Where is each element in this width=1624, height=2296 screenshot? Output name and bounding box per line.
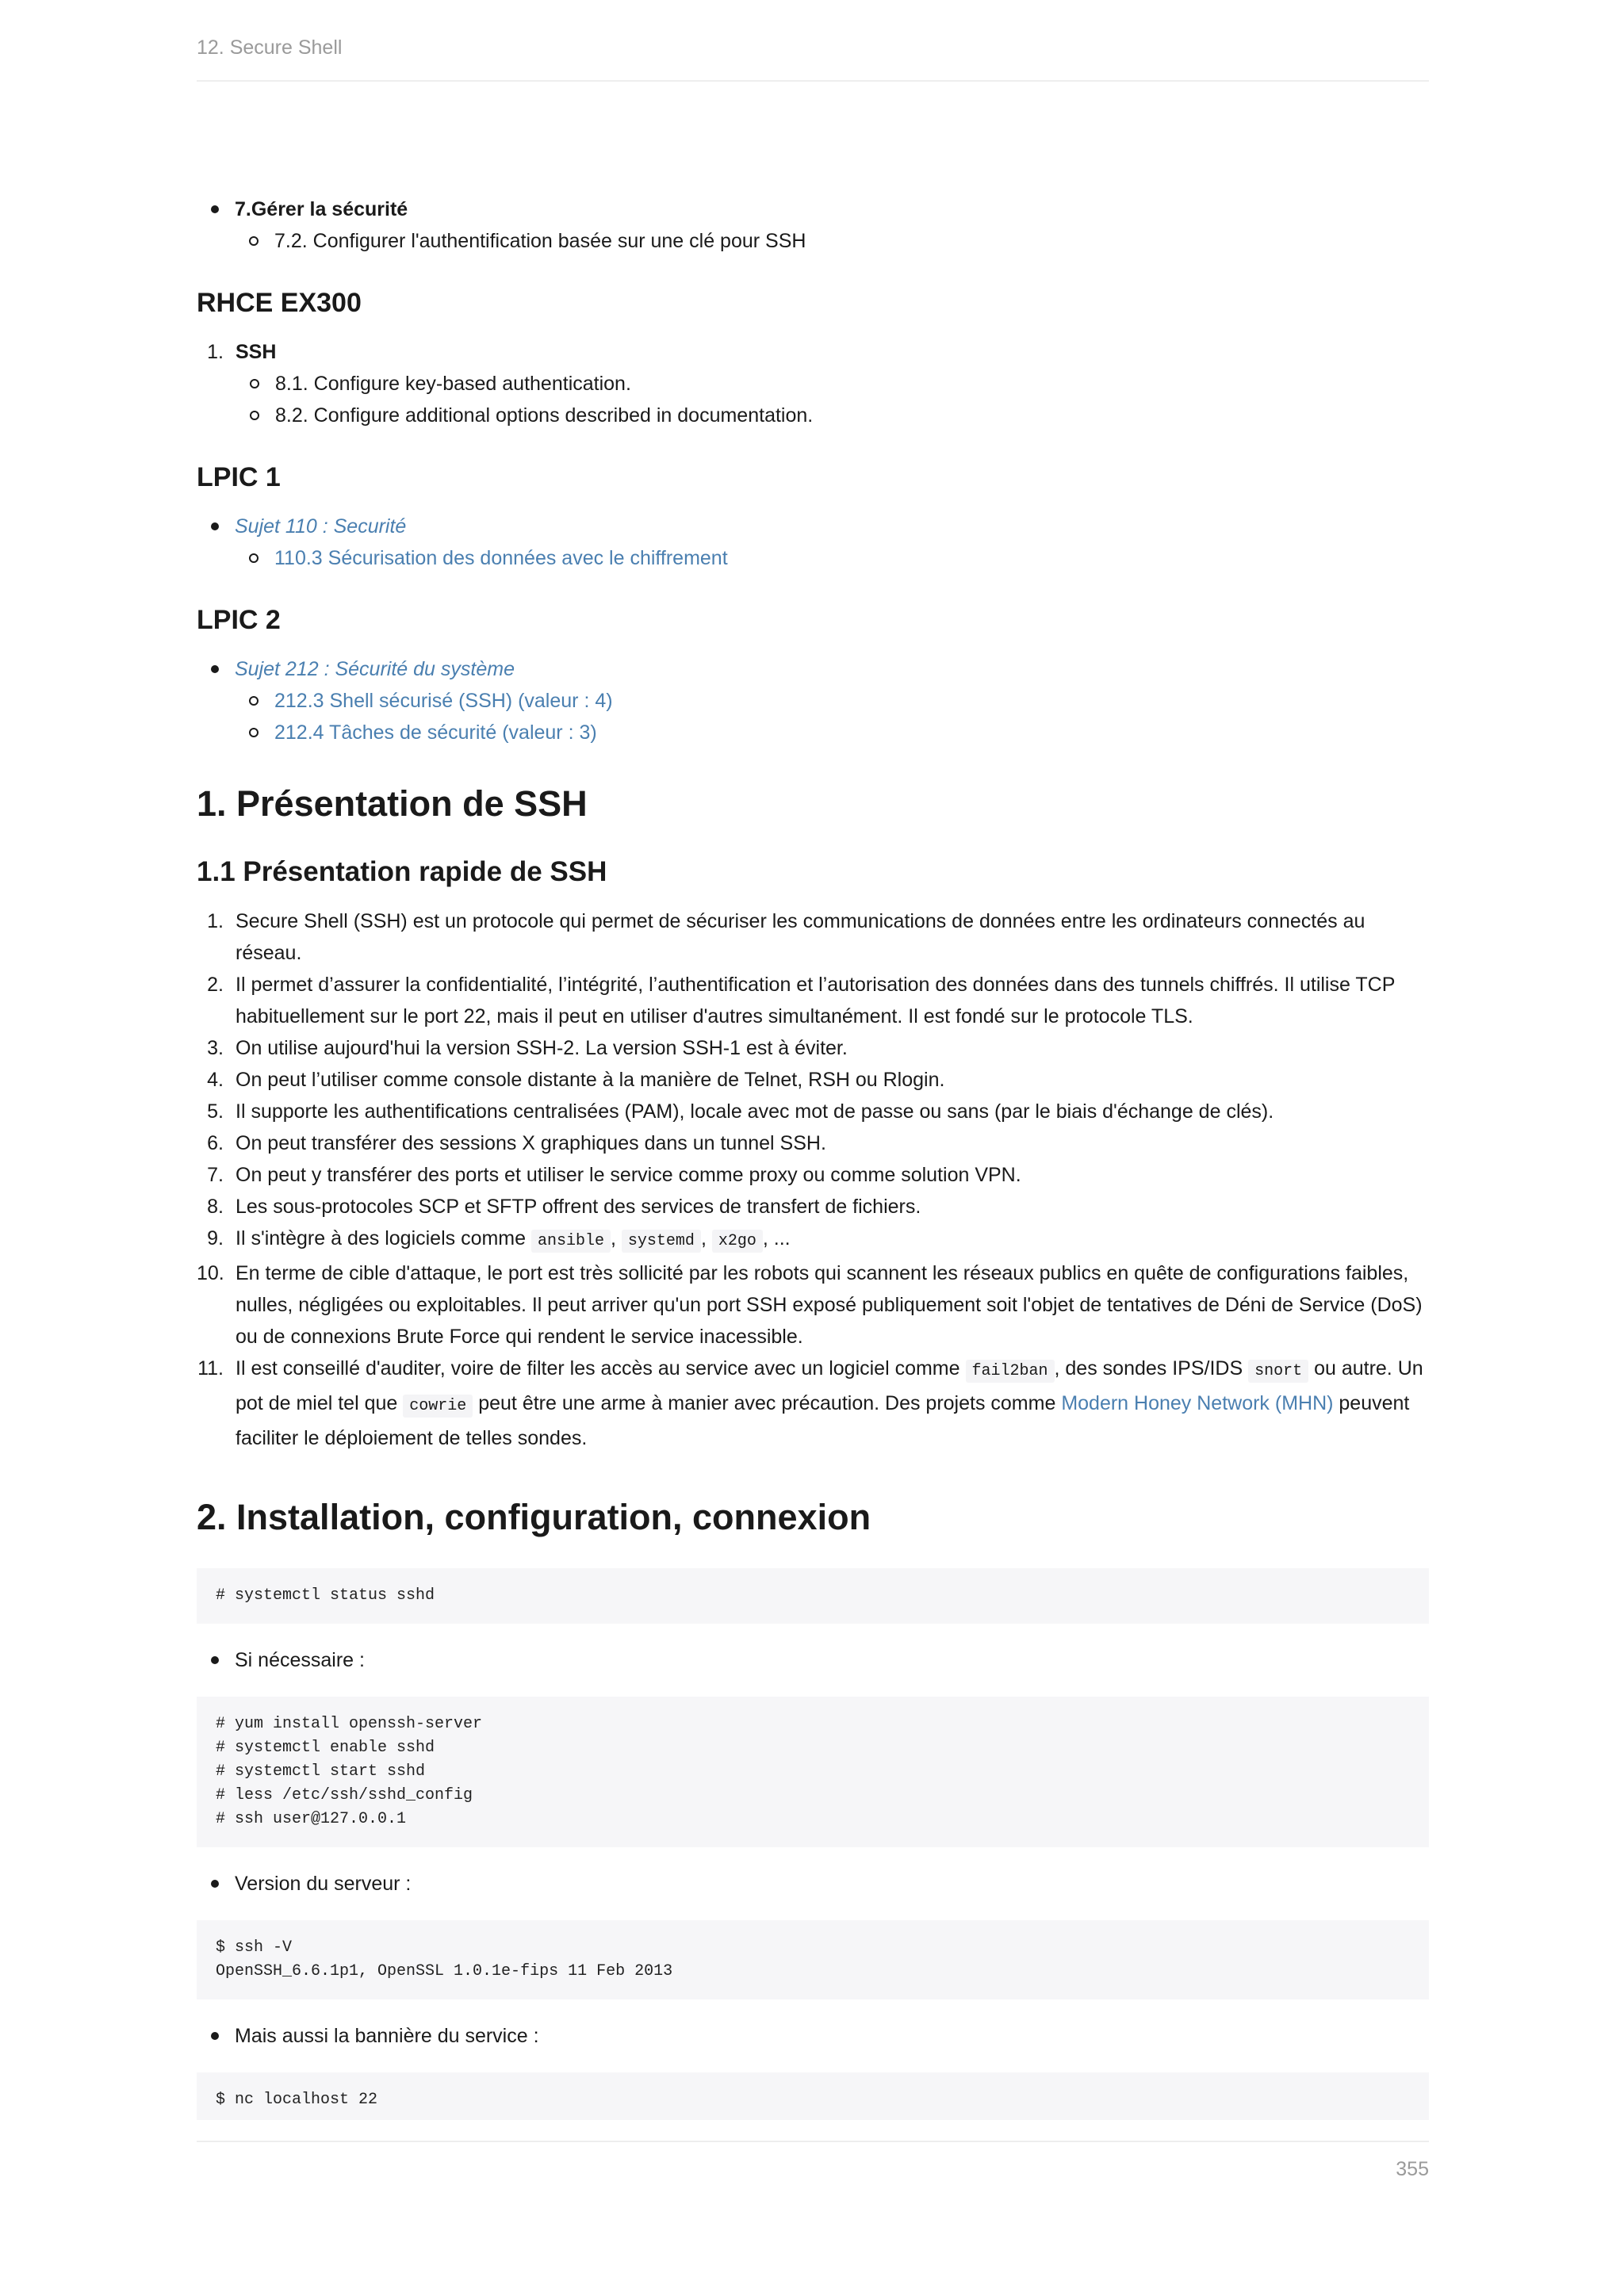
lpic1-subtopic-link[interactable]: 110.3 Sécurisation des données avec le chiffrement [274,547,728,569]
inline-code: x2go [712,1230,763,1253]
list-item [235,717,1429,748]
footer-divider [197,2141,1429,2142]
list-item: 4. On peut l’utiliser comme console distante à la manière de Telnet, RSH ou Rlogin. [207,1069,945,1091]
list-item: 9. Il s'intègre à des logiciels comme ansible , systemd , x2go , ... [197,1223,1429,1257]
rhce-list [197,336,1429,431]
heading-lpic2: LPIC 2 [197,605,281,635]
list-item: 1. SSH 8.1. Configure key-based authentication. 8.2. Configure additional options described in documentation. [197,336,1429,431]
objective-label: 7.Gérer la sécurité [235,198,408,220]
heading-rhce: RHCE EX300 [197,288,362,318]
list-item: 6. On peut transférer des sessions X graphiques dans un tunnel SSH. [207,1132,826,1154]
sub-list [235,685,1429,748]
bullet-list [197,1644,1429,1676]
code-block: # yum install openssh-server # systemctl enable sshd # systemctl start sshd # less /etc/ssh/sshd_config # ssh user@127.0.0.1 [197,1697,1429,1847]
list-item: 10. En terme de cible d'attaque, le port est très sollicité par les robots qui scannent les réseaux publics en quête de configurations faibles, nulles, négligées ou exploitables. Il peut arriver qu'un port SSH exposé publiquement soit l'objet de tentatives de Déni de Service (DoS) ou de connexions Brute Force qui rendent le service inacessible. [197,1262,1423,1348]
list-item: Si nécessaire : [197,1644,1429,1676]
list-item [235,542,1429,574]
list-item: 8. Les sous-protocoles SCP et SFTP offrent des services de transfert de fichiers. [207,1196,921,1218]
lpic2-subtopic-link[interactable]: 212.3 Shell sécurisé (SSH) (valeur : 4) [274,690,613,712]
bullet-list [197,1868,1429,1900]
bullet-list [197,2020,1429,2052]
lpic1-list [197,511,1429,574]
list-item [197,193,1429,257]
list-item: 3. On utilise aujourd'hui la version SSH-2. La version SSH-1 est à éviter. [207,1037,848,1059]
objectives-list [197,193,1429,257]
list-item: 8.1. Configure key-based authentication. [236,368,1429,400]
ssh-overview-list [197,905,1429,1454]
list-item: 8.2. Configure additional options described in documentation. [236,400,1429,431]
page-content [197,193,1429,2120]
list-item: 7.2. Configurer l'authentification basée sur une clé pour SSH [235,225,1429,257]
lpic2-list [197,653,1429,748]
code-block: # systemctl status sshd [197,1568,1429,1624]
list-item: Mais aussi la bannière du service : [197,2020,1429,2052]
heading-lpic1: LPIC 1 [197,462,281,492]
list-item: 2. Il permet d’assurer la confidentialité, l’intégrité, l’authentification et l’autorisation des données dans des tunnels chiffrés. Il utilise TCP habituellement sur le port 22, mais il peut en utiliser d'autres simultanément. Il est fondé sur le protocole TLS. [207,974,1395,1027]
list-item: Version du serveur : [197,1868,1429,1900]
lpic1-topic-link[interactable]: Sujet 110 : Securité [235,515,407,538]
code-block: $ ssh -V OpenSSH_6.6.1p1, OpenSSL 1.0.1e-fips 11 Feb 2013 [197,1920,1429,1999]
lpic2-subtopic-link[interactable]: 212.4 Tâches de sécurité (valeur : 3) [274,721,597,744]
inline-code: ansible [531,1230,611,1253]
list-item [197,511,1429,574]
list-item: 11. Il est conseillé d'auditer, voire de filter les accès au service avec un logiciel comme fail2ban , des sondes IPS/IDS snort ou autre. Un pot de miel tel que cowrie peut être une arme à manier avec précaution. Des projets comme Modern Honey Network (MHN) peuvent faciliter le déploiement de telles sondes. [197,1357,1423,1449]
page-number: 355 [1396,2158,1429,2180]
list-item [235,685,1429,717]
code-block: $ nc localhost 22 [197,2072,1429,2120]
mhn-link[interactable]: Modern Honey Network (MHN) [1061,1392,1334,1414]
inline-code: cowrie [403,1395,473,1418]
sub-list [236,368,1429,431]
lpic2-topic-link[interactable]: Sujet 212 : Sécurité du système [235,658,515,680]
list-item [197,653,1429,748]
running-header: 12. Secure Shell [197,36,1429,82]
inline-code: snort [1248,1360,1308,1383]
list-item: 5. Il supporte les authentifications centralisées (PAM), locale avec mot de passe ou sans (par le biais d'échange de clés). [207,1100,1274,1123]
section-title: 1. Présentation de SSH [197,783,588,824]
list-item: 7. On peut y transférer des ports et utiliser le service comme proxy ou comme solution VPN. [207,1164,1021,1186]
section-title: 2. Installation, configuration, connexion [197,1497,871,1537]
inline-code: systemd [622,1230,701,1253]
sub-list [235,542,1429,574]
subsection-title: 1.1 Présentation rapide de SSH [197,856,607,887]
sub-list [235,225,1429,257]
inline-code: fail2ban [966,1360,1055,1383]
list-item: 1. Secure Shell (SSH) est un protocole qui permet de sécuriser les communications de données entre les ordinateurs connectés au réseau. [207,910,1365,964]
